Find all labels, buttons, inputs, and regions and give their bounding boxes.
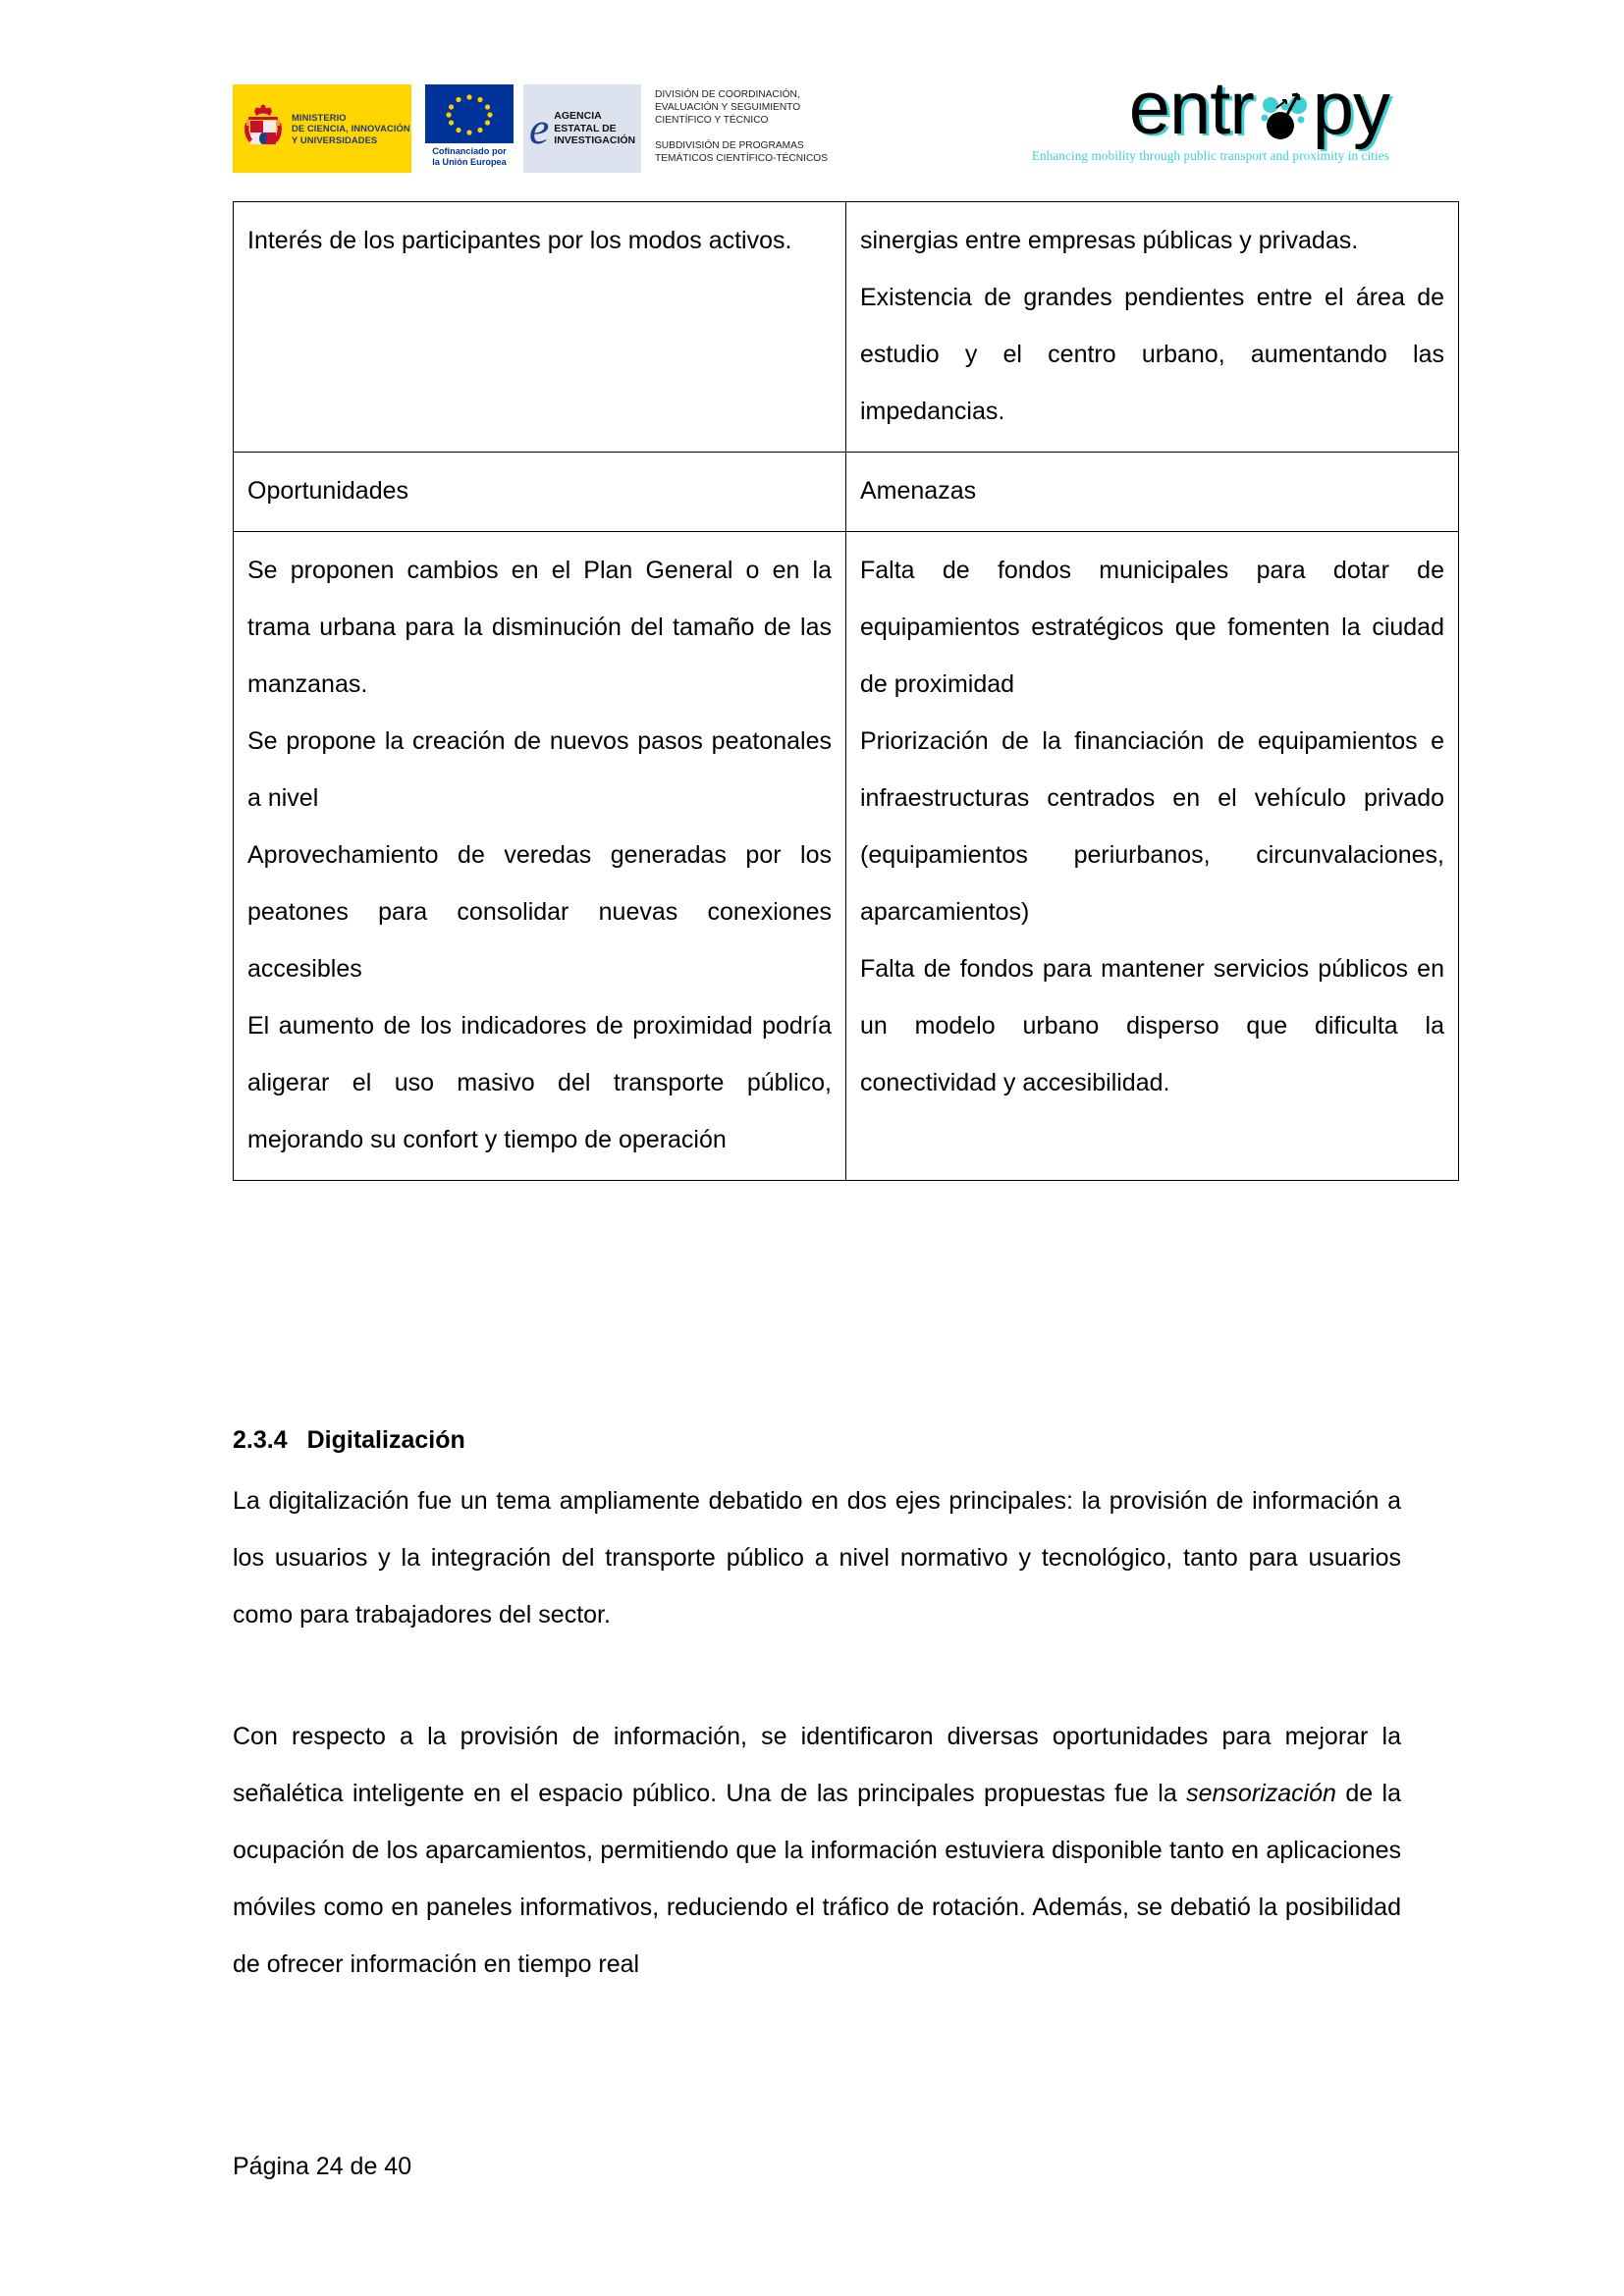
cell-text: sinergias entre empresas públicas y privadas. [860, 227, 1359, 254]
eu-caption-line-2: la Unión Europea [432, 157, 507, 167]
eu-caption-line-1: Cofinanciado por [432, 146, 507, 156]
cell-text: Priorización de la financiación de equipamientos e infraestructuras centrados en el vehículo privado (equipamientos periurbanos, circunvalaciones, aparcamientos) [860, 727, 1444, 926]
cell-text: Falta de fondos para mantener servicios públicos en un modelo urbano disperso que dificulta la conectividad y accesibilidad. [860, 955, 1444, 1096]
aei-line-1: AGENCIA [554, 110, 602, 123]
cell-text: Falta de fondos municipales para dotar de equipamientos estratégicos que fomenten la ciudad de proximidad [860, 557, 1444, 698]
cell-text: El aumento de los indicadores de proximidad podría aligerar el uso masivo del transporte público, mejorando su confort y tiempo de operación [247, 1012, 832, 1153]
page-header [233, 67, 1401, 181]
paragraph-2-italic-term: sensorización [1186, 1780, 1336, 1807]
division-line-3: CIENTÍFICO Y TÉCNICO [655, 115, 769, 127]
table-row [234, 532, 1459, 1181]
section-heading [233, 1423, 465, 1457]
molecule-icon [1255, 79, 1312, 139]
eu-caption [432, 146, 507, 168]
page-footer: Página 24 de 40 [233, 2153, 412, 2180]
paragraph-text: La digitalización fue un tema ampliamente debatido en dos ejes principales: la provisión de información a los usuarios y la integración del transporte público a nivel normativo y tecnológico, tanto para usuarios como para trabajadores del sector. [233, 1487, 1401, 1629]
cell-text: Se proponen cambios en el Plan General o en la trama urbana para la disminución del tamaño de las manzanas. [247, 557, 832, 698]
aei-line-2: ESTATAL DE [554, 122, 617, 134]
ministerio-line-1: MINISTERIO [292, 111, 347, 123]
table-row [234, 202, 1459, 453]
paragraph-1 [233, 1472, 1401, 1643]
eu-flag-icon [425, 84, 514, 143]
division-line-5: TEMÁTICOS CIENTÍFICO-TÉCNICOS [655, 152, 829, 164]
division-line-4: SUBDIVISIÓN DE PROGRAMAS [655, 139, 804, 151]
cell-text: Se propone la creación de nuevos pasos peatonales a nivel [247, 727, 832, 812]
paragraph-2 [233, 1708, 1401, 1993]
cell-oportunidades [234, 532, 846, 1181]
division-line-1: DIVISIÓN DE COORDINACIÓN, [655, 89, 800, 100]
column-header-oportunidades: Oportunidades [234, 453, 846, 532]
division-spacer [655, 128, 828, 139]
ministerio-line-3: Y UNIVERSIDADES [292, 133, 378, 145]
ministerio-text [292, 112, 410, 146]
cell-debilidades-continuation [234, 202, 846, 453]
agencia-estatal-investigacion-logo [523, 84, 641, 173]
cell-text: Aprovechamiento de veredas generadas por los peatones para consolidar nuevas conexiones accesibles [247, 841, 832, 983]
section-title: Digitalización [306, 1426, 465, 1454]
aei-text [554, 110, 635, 146]
ministerio-logo [233, 84, 411, 173]
table-header-row [234, 453, 1459, 532]
entropy-tagline: Enhancing mobility through public transport and proximity in cities [1031, 148, 1389, 163]
paragraph-text [233, 1708, 1401, 1993]
swot-table [233, 201, 1459, 1181]
cell-fortalezas-continuation [846, 202, 1459, 453]
cell-spacer [247, 269, 832, 387]
ministerio-line-2: DE CIENCIA, INNOVACIÓN [292, 123, 410, 134]
section-number: 2.3.4 [233, 1426, 288, 1454]
paragraph-2-part-2: de la ocupación de los aparcamientos, permitiendo que la información estuviera disponible tanto en aplicaciones móviles como en paneles informativos, reduciendo el tráfico de rotación. Además, se debatió la posibilidad de ofrecer información en tiempo real [233, 1780, 1401, 1978]
aei-mark-icon: e [528, 103, 550, 153]
aei-line-3: INVESTIGACIÓN [554, 134, 636, 147]
entropy-text-after: py [1312, 67, 1389, 150]
cell-text: Existencia de grandes pendientes entre el área de estudio y el centro urbano, aumentando las impedancias. [860, 284, 1444, 425]
division-line-2: EVALUACIÓN Y SEGUIMIENTO [655, 102, 801, 114]
eu-logo [421, 84, 517, 168]
cell-amenazas [846, 532, 1459, 1181]
division-text-block [655, 84, 828, 165]
paragraph-2-part-1: Con respecto a la provisión de información, se identificaron diversas oportunidades para mejorar la señalética inteligente en el espacio público. Una de las principales propuestas fue la [233, 1723, 1401, 1807]
column-header-amenazas: Amenazas [846, 453, 1459, 532]
spain-coat-of-arms-icon [241, 101, 286, 156]
cell-text: Interés de los participantes por los modos activos. [247, 227, 792, 254]
entropy-logo [828, 67, 1401, 164]
entropy-wordmark [1128, 67, 1389, 150]
entropy-text-before: entr [1128, 67, 1254, 150]
